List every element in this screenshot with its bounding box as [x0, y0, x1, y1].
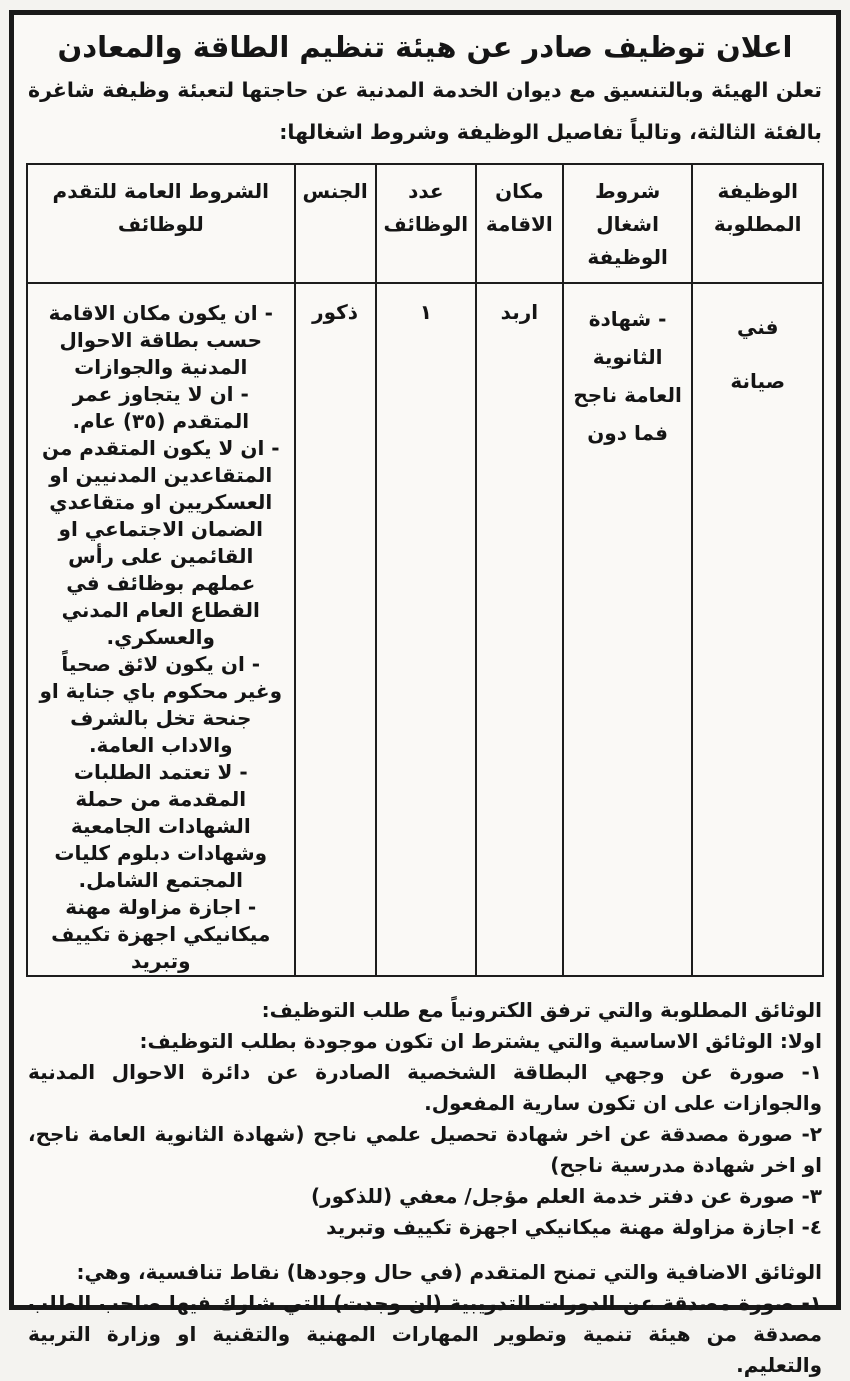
additional-documents-heading: الوثائق الاضافية والتي تمنح المتقدم (في حال وجودها) نقاط تنافسية، وهي: — [76, 1260, 822, 1284]
position-word-1: فني — [736, 315, 779, 339]
ad-border-frame — [9, 10, 841, 1377]
additional-document-item: ١- صورة مصدقة عن الدورات التدريبية (ان وجدت) التي شارك فيها صاحب الطلب مصدقة من هيئة تنمية وتطوير المهارات المهنية والتقنية او وزارة التربية والتعليم. — [28, 1291, 822, 1377]
cell-general-conditions — [27, 283, 295, 976]
ad-title: اعلان توظيف صادر عن هيئة تنظيم الطاقة والمعادن — [57, 30, 793, 64]
cell-requirements: - شهادة الثانوية العامة ناجح فما دون — [563, 283, 693, 976]
cell-count: ١ — [376, 283, 476, 976]
header-requirements: شروط اشغال الوظيفة — [563, 164, 693, 283]
cell-residence: اربد — [476, 283, 563, 976]
job-details-table — [26, 163, 824, 977]
condition-item: - اجازة مزاولة مهنة ميكانيكي اجهزة تكييف وتبريد — [51, 895, 271, 973]
condition-item: - ان يكون مكان الاقامة حسب بطاقة الاحوال المدنية والجوازات — [48, 301, 273, 379]
primary-document-item: ٣- صورة عن دفتر خدمة العلم مؤجل/ معفي (للذكور) — [311, 1184, 822, 1208]
primary-document-item: ٤- اجازة مزاولة مهنة ميكانيكي اجهزة تكييف وتبريد — [326, 1215, 822, 1239]
primary-document-item: ٢- صورة مصدقة عن اخر شهادة تحصيل علمي ناجح (شهادة الثانوية العامة ناجح، او اخر شهادة مدرسية ناجح) — [28, 1122, 822, 1177]
header-conditions: الشروط العامة للتقدم للوظائف — [27, 164, 295, 283]
required-documents-section — [26, 995, 824, 1381]
documents-heading: الوثائق المطلوبة والتي ترفق الكترونياً مع طلب التوظيف: — [261, 998, 822, 1022]
condition-item: - لا تعتمد الطلبات المقدمة من حملة الشهادات الجامعية وشهادات دبلوم كليات المجتمع الشامل. — [54, 760, 268, 892]
ad-intro-paragraph: تعلن الهيئة وبالتنسيق مع ديوان الخدمة المدنية عن حاجتها لتعبئة وظيفة شاغرة بالفئة الثالثة، وتالياً تفاصيل الوظيفة وشروط اشغالها: — [28, 78, 822, 144]
header-residence: مكان الاقامة — [476, 164, 563, 283]
header-count: عدد الوظائف — [376, 164, 476, 283]
primary-document-item: ١- صورة عن وجهي البطاقة الشخصية الصادرة عن دائرة الاحوال المدنية والجوازات على ان تكون سارية المفعول. — [28, 1060, 822, 1115]
table-row — [27, 283, 823, 976]
primary-documents-heading: اولا: الوثائق الاساسية والتي يشترط ان تكون موجودة بطلب التوظيف: — [139, 1029, 822, 1053]
section-spacer — [28, 1243, 822, 1257]
cell-gender: ذكور — [295, 283, 376, 976]
header-gender: الجنس — [295, 164, 376, 283]
header-position: الوظيفة المطلوبة — [692, 164, 823, 283]
condition-item: - ان لا يتجاوز عمر المتقدم (٣٥) عام. — [72, 382, 250, 433]
table-header-row — [27, 164, 823, 283]
position-word-2: صيانة — [730, 369, 786, 393]
condition-item: - ان لا يكون المتقدم من المتقاعدين المدنيين او العسكريين او متقاعدي الضمان الاجتماعي او القائمين على رأس عملهم بوظائف في القطاع العام المدني والعسكري. — [41, 436, 280, 649]
condition-item: - ان يكون لائق صحياً وغير محكوم باي جناية او جنحة تخل بالشرف والاداب العامة. — [39, 652, 283, 757]
cell-position — [692, 283, 823, 976]
